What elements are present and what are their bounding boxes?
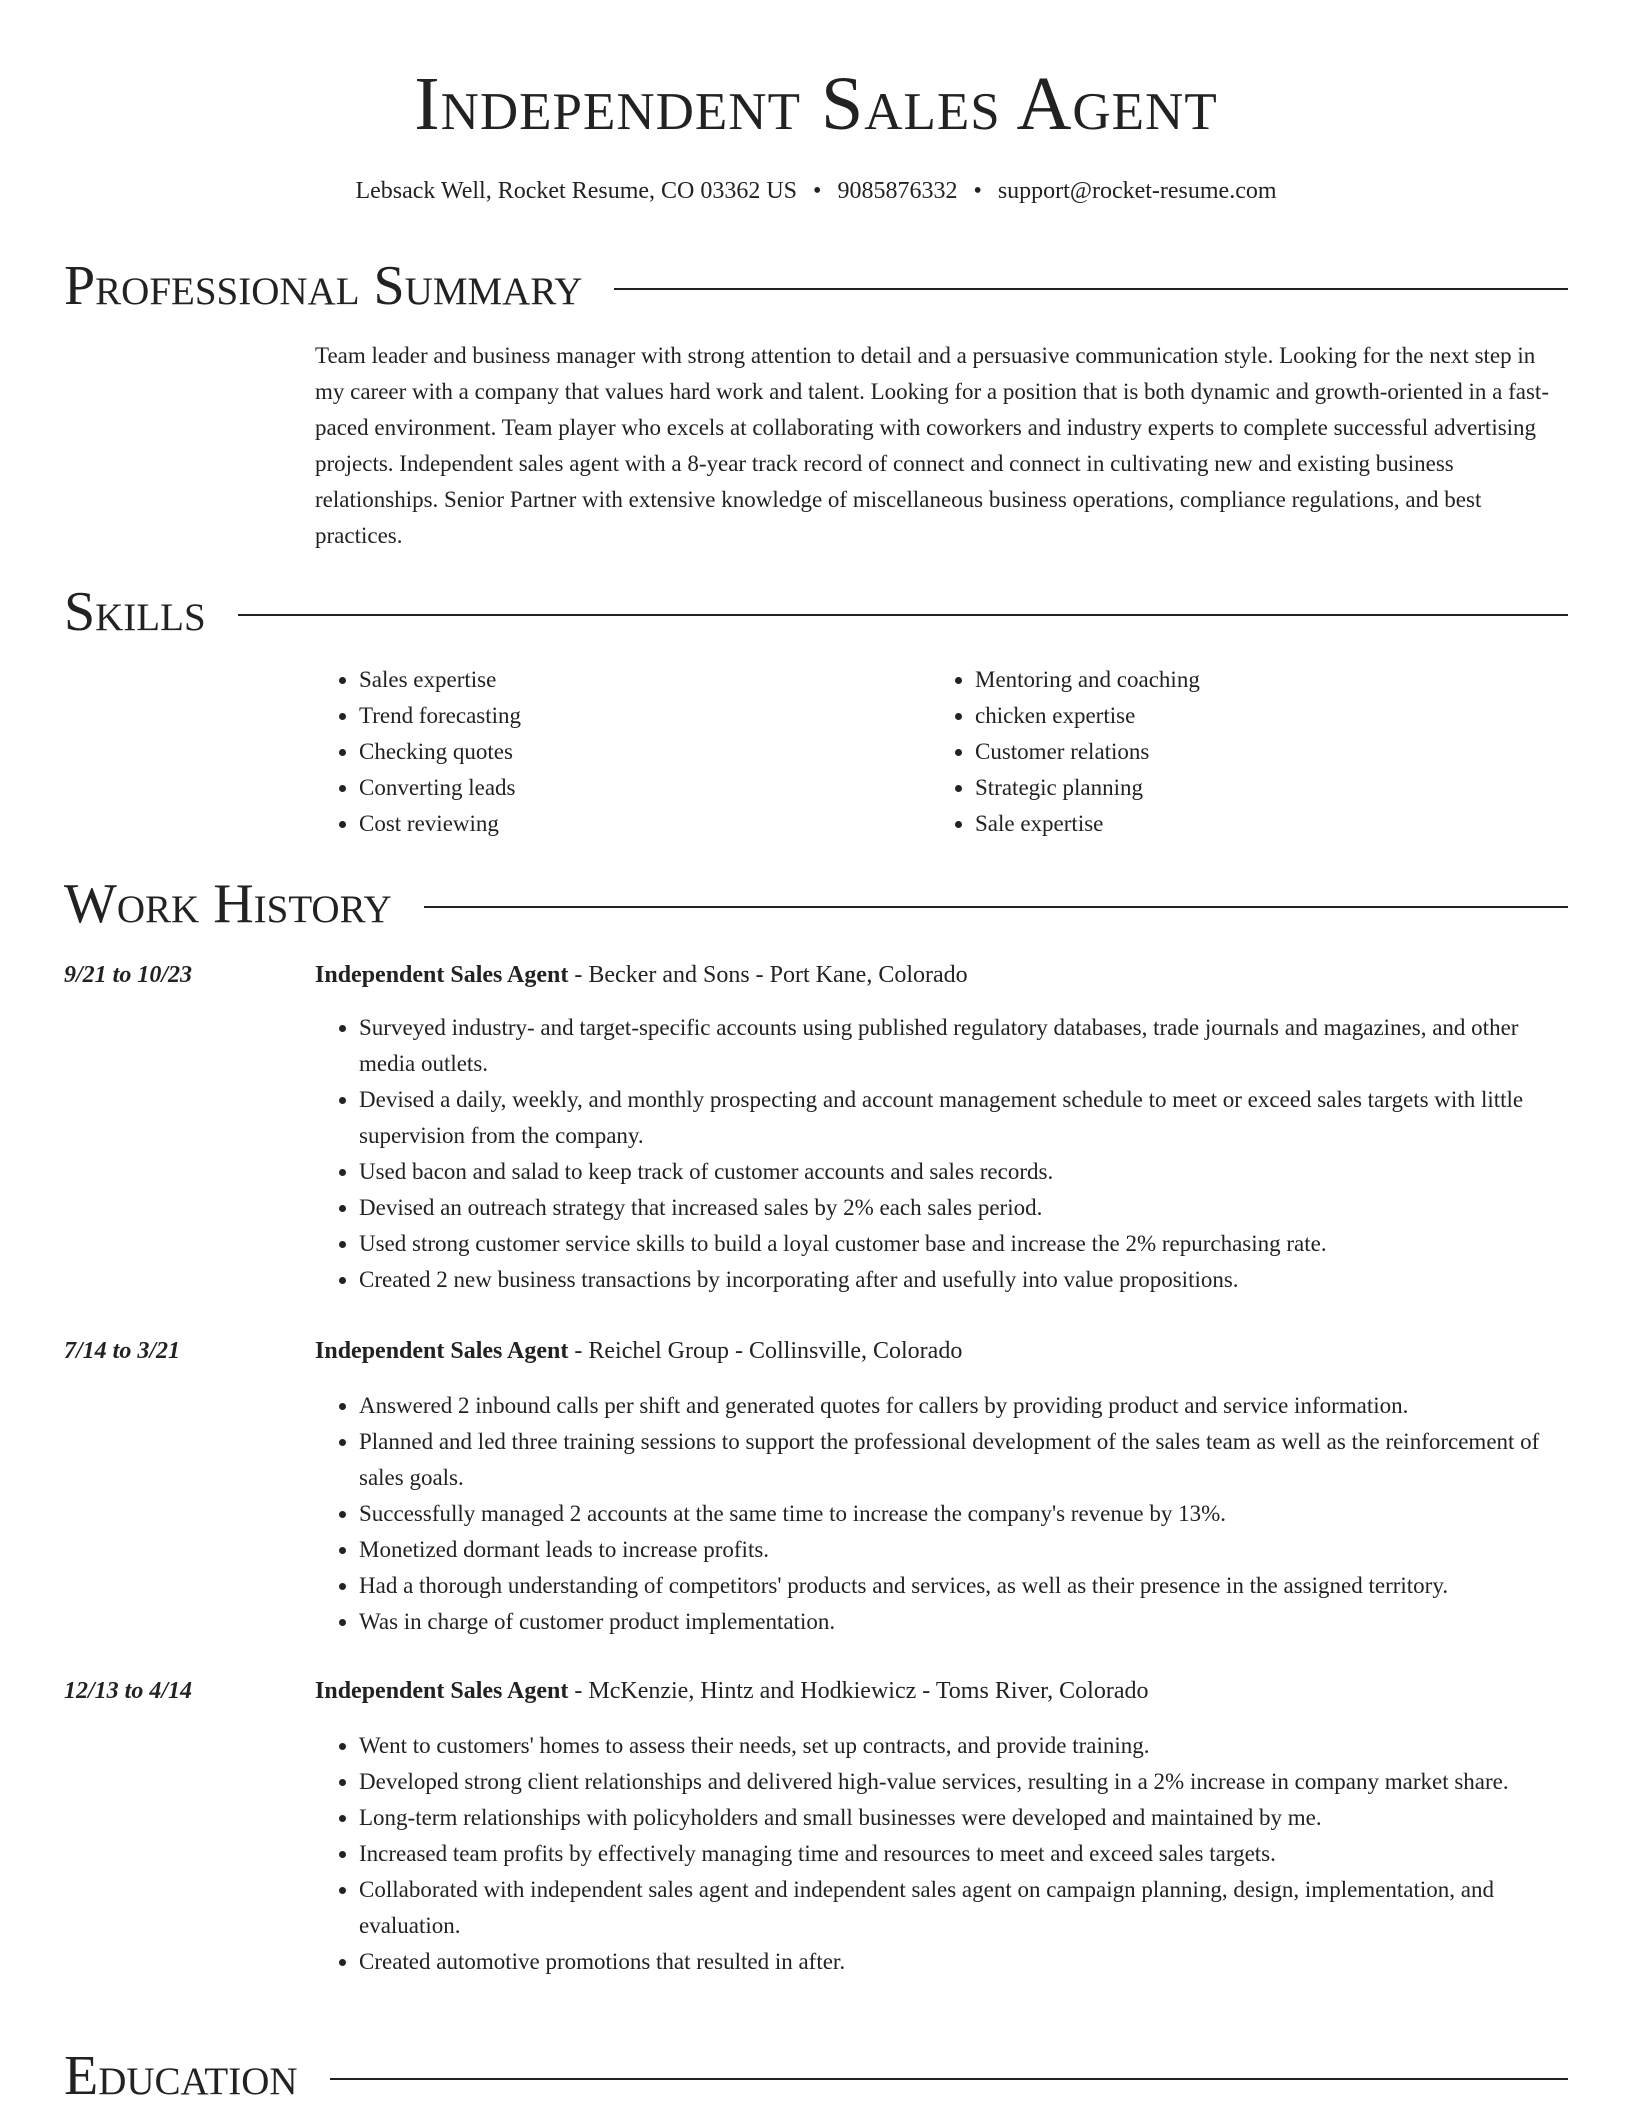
section-divider	[238, 614, 1568, 616]
job-bullet: • Answered 2 inbound calls per shift and generated quotes for callers by providing product and service information.	[359, 1388, 1568, 1424]
job-dates: 9/21 to 10/23	[64, 962, 193, 988]
education-section-title: Education	[64, 2045, 298, 2107]
candidate-name: Independent Sales Agent	[414, 62, 1218, 146]
job-bullet: • Went to customers' homes to assess their needs, set up contracts, and provide training.	[359, 1728, 1568, 1764]
job-bullet: • Monetized dormant leads to increase profits.	[359, 1532, 1568, 1568]
job-heading	[315, 958, 1568, 992]
job-bullet: • Had a thorough understanding of competitors' products and services, as well as their presence in the assigned territory.	[359, 1568, 1568, 1604]
job-bullet: • Surveyed industry- and target-specific accounts using published regulatory databases, trade journals and magazines, and other media outlets.	[359, 1010, 1568, 1082]
job-heading	[315, 1674, 1568, 1708]
contact-line	[0, 174, 1632, 208]
skills-section-title: Skills	[64, 581, 206, 643]
summary-section-title: Professional Summary	[64, 255, 583, 317]
job-bullet: • Devised a daily, weekly, and monthly prospecting and account management schedule to meet or exceed sales targets with little supervision from the company.	[359, 1082, 1568, 1154]
job-role: Independent Sales Agent	[315, 1678, 569, 1704]
skills-list-right	[931, 662, 1535, 842]
job-role: Independent Sales Agent	[315, 962, 569, 988]
skill-item: • Converting leads	[359, 770, 919, 806]
skill-item: • Strategic planning	[975, 770, 1535, 806]
skills-list-left	[315, 662, 919, 842]
skills-section-header	[64, 580, 1568, 644]
section-divider	[330, 2078, 1568, 2080]
summary-section-header	[64, 254, 1568, 318]
contact-address: Lebsack Well, Rocket Resume, CO 03362 US	[355, 178, 798, 204]
skill-item: • Customer relations	[975, 734, 1535, 770]
job-bullet: • Created automotive promotions that resulted in after.	[359, 1944, 1568, 1980]
job-bullets	[315, 1010, 1568, 1298]
skill-item: • Trend forecasting	[359, 698, 919, 734]
job-bullets	[315, 1388, 1568, 1640]
job-bullet: • Devised an outreach strategy that increased sales by 2% each sales period.	[359, 1190, 1568, 1226]
job-bullet: • Created 2 new business transactions by incorporating after and usefully into value propositions.	[359, 1262, 1568, 1298]
job-bullet: • Long-term relationships with policyholders and small businesses were developed and maintained by me.	[359, 1800, 1568, 1836]
job-role: Independent Sales Agent	[315, 1338, 569, 1364]
skill-item: • Mentoring and coaching	[975, 662, 1535, 698]
job-bullet: • Successfully managed 2 accounts at the same time to increase the company's revenue by 13%.	[359, 1496, 1568, 1532]
job-bullet: • Developed strong client relationships and delivered high-value services, resulting in a 2% increase in company market share.	[359, 1764, 1568, 1800]
job-heading	[315, 1334, 1568, 1368]
job-bullet: • Used bacon and salad to keep track of customer accounts and sales records.	[359, 1154, 1568, 1190]
contact-email: support@rocket-resume.com	[997, 178, 1277, 204]
education-section-header	[64, 2044, 1568, 2108]
skill-item: • Sales expertise	[359, 662, 919, 698]
job-employer: - Becker and Sons - Port Kane, Colorado	[568, 962, 968, 988]
contact-phone: 9085876332	[837, 178, 958, 204]
contact-separator: •	[813, 178, 822, 204]
summary-text: Team leader and business manager with strong attention to detail and a persuasive communication style. Looking for the next step in my career with a company that values hard work and talent. Looking for a position that is both dynamic and growth-oriented in a fast-paced environment. Team player who excels at collaborating with coworkers and industry experts to complete successful advertising projects. Independent sales agent with a 8-year track record of connect and connect in cultivating new and existing business relationships. Senior Partner with extensive knowledge of miscellaneous business operations, compliance regulations, and best practices.	[315, 343, 1549, 548]
job-bullet: • Was in charge of customer product implementation.	[359, 1604, 1568, 1640]
job-bullet: • Collaborated with independent sales agent and independent sales agent on campaign planning, design, implementation, and evaluation.	[359, 1872, 1568, 1944]
job-bullet: • Increased team profits by effectively managing time and resources to meet and exceed sales targets.	[359, 1836, 1568, 1872]
job-bullet: • Used strong customer service skills to build a loyal customer base and increase the 2% repurchasing rate.	[359, 1226, 1568, 1262]
job-dates: 12/13 to 4/14	[64, 1678, 193, 1704]
section-divider	[614, 288, 1568, 290]
section-divider	[424, 906, 1568, 908]
job-bullets	[315, 1728, 1568, 1980]
skill-item: • Checking quotes	[359, 734, 919, 770]
skill-item: • Cost reviewing	[359, 806, 919, 842]
contact-separator: •	[973, 178, 982, 204]
work-section-header	[64, 872, 1568, 936]
skill-item: • chicken expertise	[975, 698, 1535, 734]
work-section-title: Work History	[64, 873, 392, 935]
skill-item: • Sale expertise	[975, 806, 1535, 842]
job-bullet: • Planned and led three training sessions to support the professional development of the sales team as well as the reinforcement of sales goals.	[359, 1424, 1568, 1496]
job-employer: - Reichel Group - Collinsville, Colorado	[568, 1338, 963, 1364]
job-dates: 7/14 to 3/21	[64, 1338, 181, 1364]
job-employer: - McKenzie, Hintz and Hodkiewicz - Toms River, Colorado	[568, 1678, 1149, 1704]
